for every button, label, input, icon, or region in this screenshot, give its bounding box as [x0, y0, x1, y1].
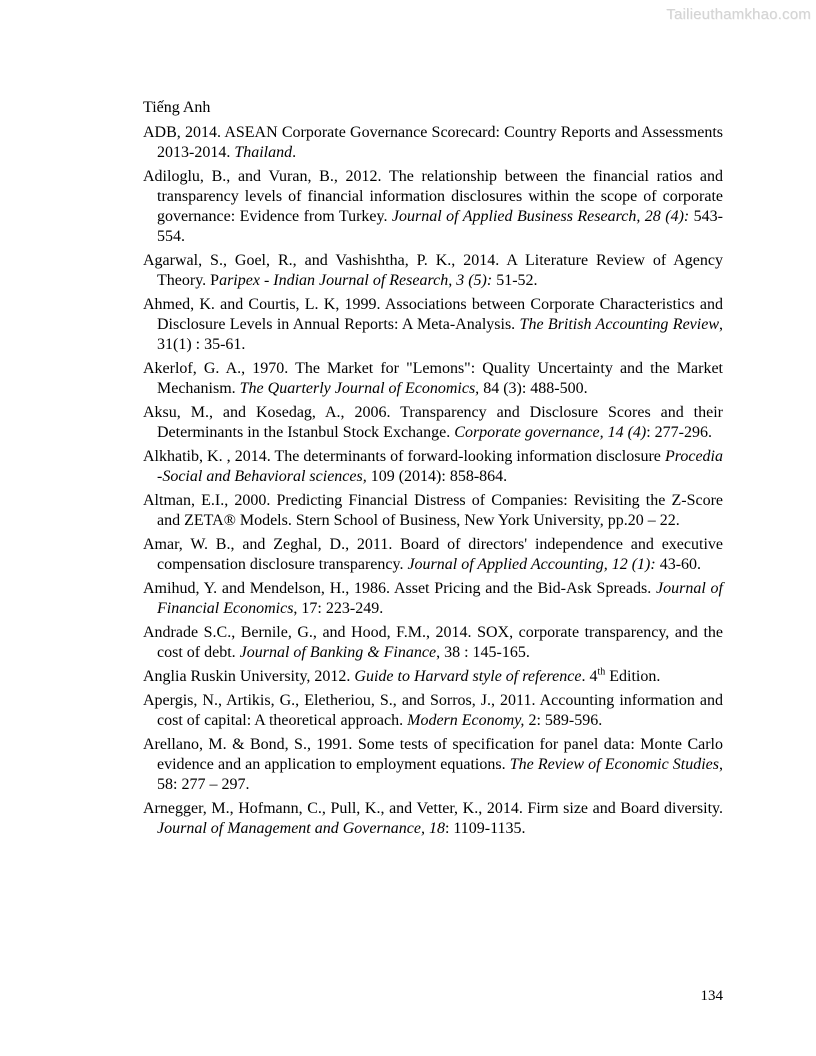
- reference-segment-italic: Guide to Harvard style of reference: [354, 668, 582, 685]
- reference-entry: [143, 691, 723, 731]
- reference-segment-italic: The Quarterly Journal of Economics,: [239, 380, 480, 397]
- reference-segment-roman: Andrade S.C., Bernile, G., and Hood, F.M., 2014. SOX, corporate transparency, and the cost of debt.: [143, 624, 723, 661]
- reference-entry: [143, 447, 723, 487]
- reference-segment-italic: The Review of Economic Studies: [509, 756, 719, 773]
- reference-segment-roman: 543-554.: [157, 208, 724, 245]
- section-heading: Tiếng Anh: [143, 99, 211, 116]
- reference-segment-italic: Modern Economy,: [407, 712, 525, 729]
- reference-segment-roman: , 31(1) : 35-61.: [157, 316, 723, 353]
- reference-segment-roman: Adiloglu, B., and Vuran, B., 2012. The relationship between the financial ratios and transparency levels of financial information disclosures within the scope of corporate governance: Evidence from Turkey.: [143, 168, 723, 225]
- reference-segment-roman: .: [292, 144, 297, 161]
- reference-entry: [143, 623, 723, 663]
- reference-segment-roman: , 58: 277 – 297.: [157, 756, 723, 793]
- page-number: 134: [700, 988, 723, 1004]
- reference-segment-italic: Thailand: [234, 144, 293, 161]
- reference-segment-roman: 51-52.: [492, 272, 538, 289]
- reference-entry: [143, 667, 723, 687]
- reference-segment-roman: Agarwal, S., Goel, R., and Vashishtha, P. K., 2014. A Literature Review of Agency Theory. P: [143, 252, 723, 289]
- reference-segment-roman: Alkhatib, K. , 2014. The determinants of forward-looking information disclosure: [143, 448, 665, 465]
- reference-segment-roman: Amar, W. B., and Zeghal, D., 2011. Board of directors' independence and executive compensation disclosure transparency.: [143, 536, 723, 573]
- reference-segment-italic: Journal of Financial Economics: [157, 580, 724, 617]
- references-section: [143, 98, 723, 843]
- reference-segment-italic: Journal of Banking & Finance: [239, 644, 437, 661]
- reference-segment-roman: Amihud, Y. and Mendelson, H., 1986. Asset Pricing and the Bid-Ask Spreads.: [143, 580, 656, 597]
- reference-segment-roman: Arnegger, M., Hofmann, C., Pull, K., and Vetter, K., 2014. Firm size and Board diversity.: [143, 800, 723, 817]
- reference-segment-italic: Journal of Applied Accounting, 12 (1):: [407, 556, 656, 573]
- reference-segment-roman: , 38 : 145-165.: [436, 644, 530, 661]
- reference-segment-roman: Altman, E.I., 2000. Predicting Financial Distress of Companies: Revisiting the Z-Score and ZETA® Models. Stern School of Business, New York University, pp.20 – 22.: [143, 492, 723, 529]
- reference-segment-roman: Edition.: [605, 668, 661, 685]
- reference-entry: [143, 579, 723, 619]
- reference-segment-roman: . 4: [581, 668, 598, 685]
- reference-entry: [143, 735, 723, 795]
- reference-segment-sup: th: [597, 666, 606, 678]
- reference-segment-roman: Arellano, M. & Bond, S., 1991. Some tests of specification for panel data: Monte Carlo evidence and an application to employment equations.: [143, 736, 723, 773]
- reference-segment-roman: 2: 589-596.: [524, 712, 603, 729]
- reference-segment-italic: Procedia -Social and Behavioral sciences,: [157, 448, 723, 485]
- reference-entry: [143, 167, 723, 247]
- reference-segment-roman: : 277-296.: [646, 424, 713, 441]
- reference-entry: [143, 295, 723, 355]
- reference-entry: [143, 535, 723, 575]
- reference-segment-roman: Aksu, M., and Kosedag, A., 2006. Transparency and Disclosure Scores and their Determinants in the Istanbul Stock Exchange.: [143, 404, 723, 441]
- reference-segment-roman: Akerlof, G. A., 1970. The Market for "Lemons": Quality Uncertainty and the Market Mechanism.: [143, 360, 723, 397]
- reference-segment-italic: Journal of Management and Governance, 18: [157, 820, 445, 837]
- watermark: Tailieuthamkhao.com: [666, 6, 811, 23]
- reference-segment-roman: Ahmed, K. and Courtis, L. K, 1999. Associations between Corporate Characteristics and Disclosure Levels in Annual Reports: A Meta-Analysis.: [143, 296, 723, 333]
- reference-entry: [143, 799, 723, 839]
- reference-segment-italic: Corporate governance, 14 (4): [454, 424, 647, 441]
- reference-entry: [143, 123, 723, 163]
- reference-list: [143, 123, 723, 839]
- reference-entry: [143, 403, 723, 443]
- reference-segment-italic: Journal of Applied Business Research, 28 (4):: [391, 208, 690, 225]
- reference-entry: [143, 251, 723, 291]
- reference-entry: [143, 491, 723, 531]
- reference-segment-roman: 84 (3): 488-500.: [479, 380, 588, 397]
- reference-segment-italic: The British Accounting Review: [519, 316, 719, 333]
- reference-segment-roman: : 1109-1135.: [444, 820, 526, 837]
- reference-entry: [143, 359, 723, 399]
- reference-segment-roman: 43-60.: [655, 556, 702, 573]
- reference-segment-roman: , 17: 223-249.: [293, 600, 384, 617]
- reference-segment-roman: Apergis, N., Artikis, G., Eletheriou, S., and Sorros, J., 2011. Accounting information and cost of capital: A theoretical approach.: [143, 692, 723, 729]
- reference-segment-italic: aripex - Indian Journal of Research, 3 (5):: [219, 272, 493, 289]
- reference-segment-roman: Anglia Ruskin University, 2012.: [143, 668, 355, 685]
- reference-segment-roman: ADB, 2014. ASEAN Corporate Governance Scorecard: Country Reports and Assessments 2013-2014.: [143, 124, 723, 161]
- reference-segment-roman: 109 (2014): 858-864.: [366, 468, 508, 485]
